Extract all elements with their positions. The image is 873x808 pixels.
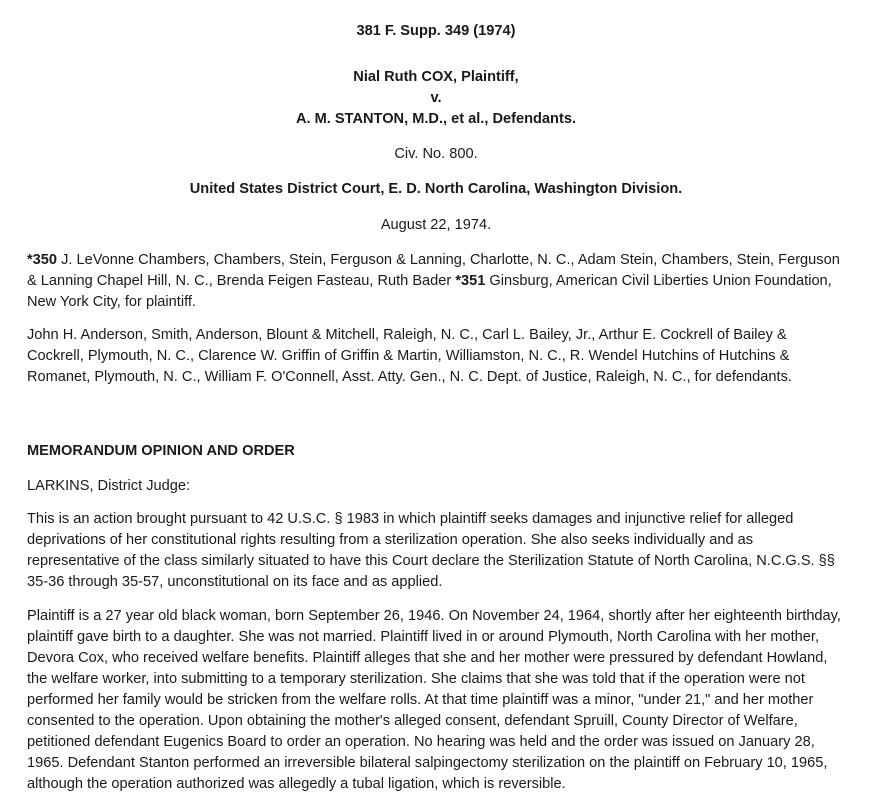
judge-name: LARKINS, District Judge: — [27, 478, 191, 494]
star-page-marker: *351 — [455, 273, 486, 289]
court-name: United States District Court, E. D. North Carolina, Washington Division. — [189, 181, 683, 197]
defendant-counsel: John H. Anderson, Smith, Anderson, Blount & Mitchell, Raleigh, N. C., Carl L. Bailey, Jr., Arthur E. Cockrell of Bailey & Cockrell, Plymouth, N. C., Clarence W. Griffin of Griffin & Martin, Williamston, N. C., R. Wendel Hutchins of Hutchins & Romanet, Plymouth, N. C., William F. O'Connell, Asst. Atty. Gen., N. C. Dept. of Justice, Raleigh, N. C., for defendants. — [27, 327, 792, 385]
plaintiff-counsel — [27, 250, 845, 313]
star-page-marker: *350 — [27, 252, 58, 268]
civil-number: Civ. No. 800. — [394, 146, 478, 162]
case-citation: 381 F. Supp. 349 (1974) — [356, 23, 516, 39]
opinion-paragraph: Plaintiff is a 27 year old black woman, born September 26, 1946. On November 24, 1964, shortly after her eighteenth birthday, plaintiff gave birth to a daughter. She was not married. Plaintiff lived in or around Plymouth, North Carolina with her mother, Devora Cox, who received welfare benefits. Plaintiff alleges that she and her mother were pressured by defendant Howland, the welfare worker, into submitting to a temporary sterilization. She claims that she was told that if the operation were not performed her family would be stricken from the welfare rolls. At that time plaintiff was a minor, "under 21," and her mother consented to the operation. Upon obtaining the mother's alleged consent, defendant Spruill, County Director of Welfare, petitioned defendant Eugenics Board to order an operation. No hearing was held and the order was issued on January 28, 1965. Defendant Stanton performed an irreversible bilateral salpingectomy sterilization on the plaintiff on February 10, 1965, although the operation authorized was allegedly a tubal ligation, which is reversible. — [27, 608, 841, 792]
decision-date: August 22, 1974. — [380, 217, 492, 233]
opinion-heading: MEMORANDUM OPINION AND ORDER — [27, 443, 295, 459]
plaintiff-counsel-text: J. LeVonne Chambers, Chambers, Stein, Ferguson & Lanning, Charlotte, N. C., Adam Stein, Chambers, Stein, Ferguson & Lanning Chapel Hill, N. C., Brenda Feigen Fasteau, Ruth Bader — [27, 252, 840, 289]
versus-label: v. — [430, 90, 442, 106]
defendants-name: A. M. STANTON, M.D., et al., Defendants. — [295, 111, 576, 127]
opinion-paragraph: This is an action brought pursuant to 42 U.S.C. § 1983 in which plaintiff seeks damages and injunctive relief for alleged deprivations of her constitutional rights resulting from a sterilization operation. She also seeks individually and as representative of the class similarly situated to have this Court declare the Sterilization Statute of North Carolina, N.C.G.S. §§ 35-36 through 35-57, unconstitutional on its face and as applied. — [27, 511, 835, 590]
case-caption — [27, 67, 845, 130]
plaintiff-name: Nial Ruth COX, Plaintiff, — [353, 69, 519, 85]
plaintiff-counsel-text: Ginsburg, American Civil Liberties Union Foundation, New York City, for plaintiff. — [27, 273, 832, 310]
